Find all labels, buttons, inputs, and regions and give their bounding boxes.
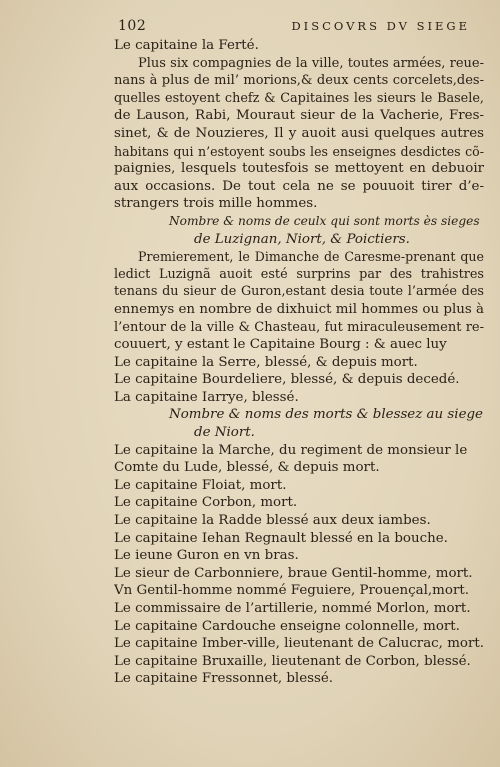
- text-line: nans à plus de mil’ morions,& deux cents corcelets,des-: [114, 73, 484, 89]
- text-line: strangers trois mille hommes.: [114, 196, 318, 212]
- text-line: l’entour de la ville & Chasteau, fut miraculeusement re-: [114, 319, 484, 335]
- text-line: Le capitaine Bruxaille, lieutenant de Corbon, blessé.: [114, 653, 471, 669]
- text-line: Le capitaine Iehan Regnault blessé en la bouche.: [114, 530, 448, 546]
- text-line: couuert, y estant le Capitaine Bourg : & auec luy: [114, 337, 447, 353]
- text-line: La capitaine Iarrye, blessé.: [114, 389, 299, 405]
- running-head: [118, 18, 478, 34]
- text-line: Comte du Lude, blessé, & depuis mort.: [114, 460, 380, 476]
- text-line: sinet, & de Nouzieres, Il y auoit ausi quelques autres: [114, 125, 484, 141]
- text-line: Le capitaine la Ferté.: [114, 38, 259, 53]
- text-line: ennemys en nombre de dixhuict mil hommes ou plus à: [114, 301, 484, 317]
- text-line: Le capitaine Bourdeliere, blessé, & depuis decedé.: [114, 372, 460, 388]
- text-line: Le ieune Guron en vn bras.: [114, 548, 299, 564]
- text-line: Le capitaine la Marche, du regiment de monsieur le: [114, 442, 468, 458]
- text-line: Vn Gentil-homme nommé Feguiere, Prouençal,mort.: [114, 583, 469, 599]
- text-line: quelles estoyent chefz & Capitaines les sieurs le Basele,: [114, 90, 484, 106]
- text-line: tenans du sieur de Guron,estant desia toute l’armée des: [114, 284, 484, 300]
- text-line: Le capitaine Cardouche enseigne colonnelle, mort.: [114, 618, 460, 634]
- text-line: habitans qui n’estoyent soubs les enseignes desdictes cõ-: [114, 143, 484, 159]
- text-line: Le sieur de Carbonniere, braue Gentil-homme, mort.: [114, 565, 473, 581]
- section-heading-line: de Niort.: [194, 425, 255, 441]
- text-block: [114, 37, 484, 688]
- text-line: Le capitaine Floiat, mort.: [114, 477, 287, 493]
- running-title: DISCOVRS DV SIEGE: [291, 19, 470, 33]
- text-line: de Lauson, Rabi, Mouraut sieur de la Vacherie, Fres-: [114, 108, 484, 124]
- text-line: Le capitaine Corbon, mort.: [114, 495, 298, 511]
- text-line: ledict Luzignã auoit esté surprins par des trahistres: [114, 266, 484, 282]
- text-line: Plus six compagnies de la ville, toutes armées, reue-: [138, 55, 484, 71]
- text-line: paignies, lesquels toutesfois se mettoyent en debuoir: [114, 161, 484, 177]
- page-number: 102: [118, 18, 147, 34]
- text-line: Le capitaine Imber-ville, lieutenant de Calucrac, mort.: [114, 636, 484, 652]
- section-heading-line: Nombre & noms des morts & blessez au siege: [169, 407, 483, 423]
- text-line: Le capitaine la Radde blessé aux deux iambes.: [114, 513, 431, 529]
- text-line: Premierement, le Dimanche de Caresme-prenant que: [138, 249, 484, 265]
- text-line: aux occasions. De tout cela ne se pouuoit tirer d’e-: [114, 178, 484, 194]
- section-heading-line: Nombre & noms de ceulx qui sont morts ès sieges: [169, 213, 480, 228]
- text-line: Le capitaine Fressonnet, blessé.: [114, 671, 334, 687]
- text-line: Le commissaire de l’artillerie, nommé Morlon, mort.: [114, 601, 471, 616]
- text-line: Le capitaine la Serre, blessé, & depuis mort.: [114, 354, 418, 370]
- section-heading-line: de Luzignan, Niort, & Poictiers.: [194, 231, 410, 247]
